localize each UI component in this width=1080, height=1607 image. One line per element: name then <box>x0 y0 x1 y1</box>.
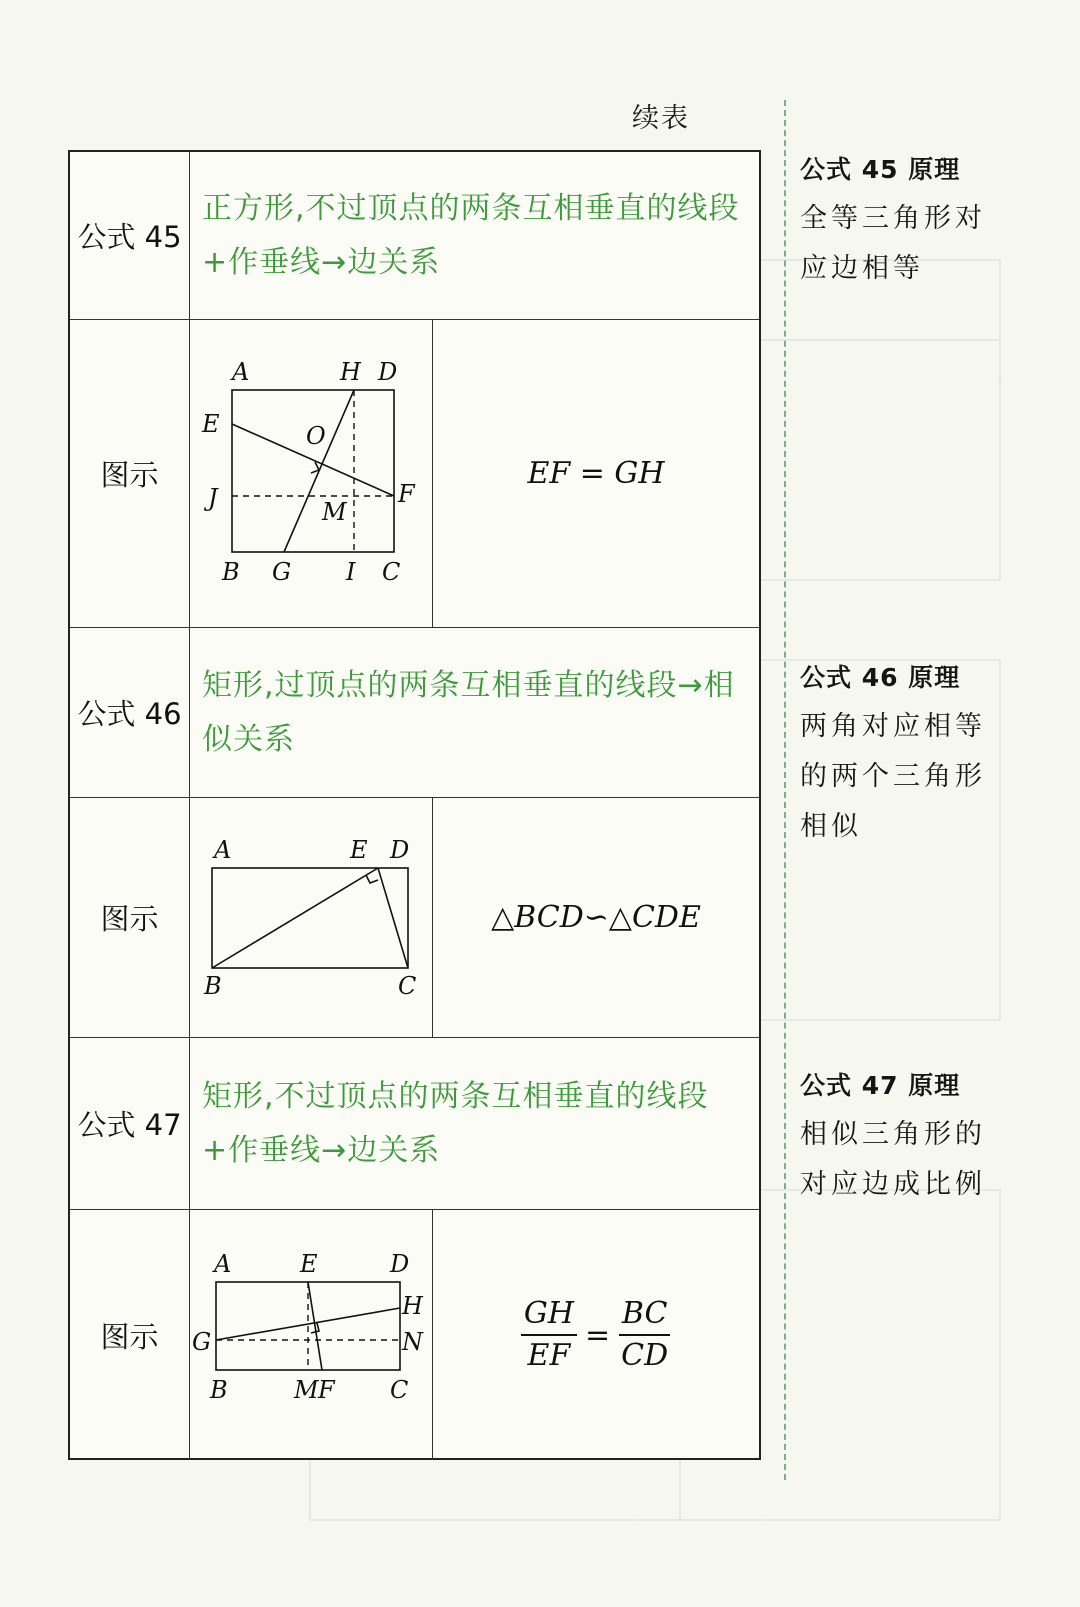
point-label: E <box>300 1250 318 1278</box>
formula-description: 正方形,不过顶点的两条互相垂直的线段+作垂线→边关系 <box>202 190 740 280</box>
point-label: B <box>204 972 222 1000</box>
point-label: J <box>208 484 218 512</box>
equals-sign: = <box>584 1317 611 1353</box>
point-label: D <box>390 1250 410 1278</box>
square-perpendicular-figure <box>190 320 433 627</box>
point-label: E <box>350 836 368 864</box>
point-label: D <box>390 836 410 864</box>
rectangle-similar-triangles-figure <box>190 798 433 1037</box>
point-label: A <box>214 1250 232 1278</box>
point-label: A <box>214 836 232 864</box>
point-label: M <box>322 498 347 526</box>
formula-label: 公式 46 <box>70 628 190 797</box>
formula-label: 公式 45 <box>70 152 190 319</box>
table-row <box>70 628 759 798</box>
point-label: H <box>402 1292 423 1320</box>
table-row <box>70 152 759 320</box>
rectangle-perpendicular-figure <box>190 1210 433 1460</box>
point-label: B <box>210 1376 228 1404</box>
formula-table <box>68 150 761 1460</box>
formula-result <box>433 1210 759 1460</box>
continued-table-label: 续表 <box>632 103 690 134</box>
principle-text: 全等三角形对应边相等 <box>800 203 986 284</box>
figure-label: 图示 <box>70 798 190 1037</box>
principle-title: 公式 46 原理 <box>800 663 961 692</box>
figure-label: 图示 <box>70 1210 190 1460</box>
fraction-denominator: EF <box>527 1338 571 1373</box>
fraction-right <box>618 1294 671 1376</box>
table-row <box>70 320 759 628</box>
formula-description: 矩形,不过顶点的两条互相垂直的线段+作垂线→边关系 <box>202 1078 709 1168</box>
point-label: H <box>340 358 361 386</box>
principle-text: 两角对应相等的两个三角形相似 <box>800 711 986 842</box>
point-label: C <box>398 972 417 1000</box>
margin-divider <box>784 100 786 1480</box>
table-row <box>70 1038 759 1210</box>
point-label: F <box>398 480 415 508</box>
point-label: I <box>346 558 356 586</box>
point-label: G <box>272 558 292 586</box>
principle-title: 公式 47 原理 <box>800 1071 961 1100</box>
point-label: D <box>378 358 398 386</box>
formula-description: 矩形,过顶点的两条互相垂直的线段→相似关系 <box>202 667 735 757</box>
point-label: C <box>382 558 401 586</box>
principle-note <box>800 1066 1010 1210</box>
formula-label: 公式 47 <box>70 1038 190 1209</box>
table-row <box>70 798 759 1038</box>
fraction-denominator: CD <box>621 1338 669 1373</box>
principle-note <box>800 658 1010 852</box>
point-label: E <box>202 410 220 438</box>
point-label: O <box>306 422 326 450</box>
point-label: N <box>402 1328 423 1356</box>
point-label: F <box>318 1376 335 1404</box>
principle-note <box>800 150 1010 294</box>
fraction-left <box>521 1294 577 1376</box>
point-label: G <box>192 1328 212 1356</box>
fraction-numerator: BC <box>619 1294 671 1336</box>
principle-title: 公式 45 原理 <box>800 155 961 184</box>
fraction-numerator: GH <box>521 1294 577 1336</box>
formula-result: EF = GH <box>527 456 665 491</box>
table-row <box>70 1210 759 1460</box>
principle-text: 相似三角形的对应边成比例 <box>800 1119 986 1200</box>
point-label: M <box>294 1376 319 1404</box>
point-label: B <box>222 558 240 586</box>
figure-label: 图示 <box>70 320 190 627</box>
formula-result: △BCD∽△CDE <box>491 900 701 935</box>
point-label: C <box>390 1376 409 1404</box>
point-label: A <box>232 358 250 386</box>
